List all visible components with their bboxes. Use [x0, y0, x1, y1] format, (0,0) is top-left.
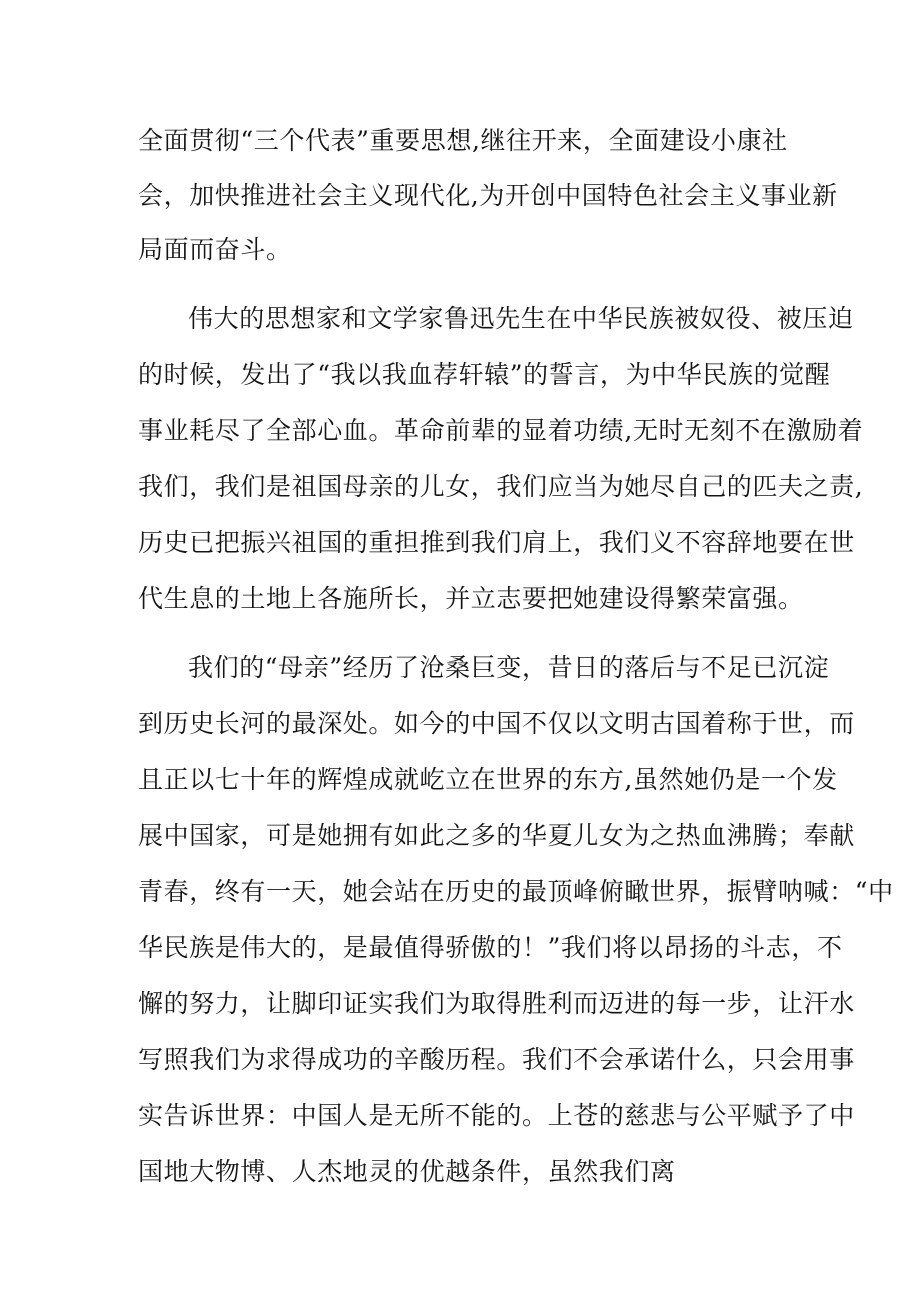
- paragraph-3-line-1: 我们的“母亲”经历了沧桑巨变，昔日的落后与不足已沉淀: [188, 653, 830, 682]
- paragraph-3-line-10: 国地大物博、人杰地灵的优越条件，虽然我们离: [138, 1157, 676, 1186]
- paragraph-2-line-2: 的时候，发出了“我以我血荐轩辕”的誓言，为中华民族的觉醒: [138, 360, 831, 389]
- paragraph-3-line-5: 青春，终有一天，她会站在历史的最顶峰俯瞰世界，振臂呐喊：“中: [138, 877, 894, 906]
- paragraph-2-line-5: 历史已把振兴祖国的重担推到我们肩上，我们义不容辞地要在世: [138, 528, 855, 557]
- paragraph-3-line-6: 华民族是伟大的，是最值得骄傲的！”我们将以昂扬的斗志，不: [138, 933, 843, 962]
- paragraph-3-line-8: 写照我们为求得成功的辛酸历程。我们不会承诺什么，只会用事: [138, 1045, 855, 1074]
- paragraph-3-line-9: 实告诉世界：中国人是无所不能的。上苍的慈悲与公平赋予了中: [138, 1101, 855, 1130]
- paragraph-3-line-2: 到历史长河的最深处。如今的中国不仅以文明古国着称于世，而: [138, 709, 855, 738]
- paragraph-2-line-3: 事业耗尽了全部心血。革命前辈的显着功绩,无时无刻不在激励着: [138, 416, 864, 445]
- paragraph-1-line-3: 局面而奋斗。: [138, 235, 292, 264]
- paragraph-1-line-2: 会，加快推进社会主义现代化,为开创中国特色社会主义事业新: [138, 181, 838, 210]
- paragraph-3-line-7: 懈的努力，让脚印证实我们为取得胜利而迈进的每一步，让汗水: [138, 989, 855, 1018]
- paragraph-3-line-4: 展中国家，可是她拥有如此之多的华夏儿女为之热血沸腾；奉献: [138, 821, 855, 850]
- paragraph-2-line-6: 代生息的土地上各施所长，并立志要把她建设得繁荣富强。: [138, 584, 804, 613]
- paragraph-2-line-4: 我们，我们是祖国母亲的儿女，我们应当为她尽自己的匹夫之责,: [138, 472, 864, 501]
- paragraph-3-line-3: 且正以七十年的辉煌成就屹立在世界的东方,虽然她仍是一个发: [138, 765, 838, 794]
- paragraph-2-line-1: 伟大的思想家和文学家鲁迅先生在中华民族被奴役、被压迫: [188, 304, 854, 333]
- paragraph-1-line-1: 全面贯彻“三个代表”重要思想,继往开来，全面建设小康社: [138, 126, 788, 155]
